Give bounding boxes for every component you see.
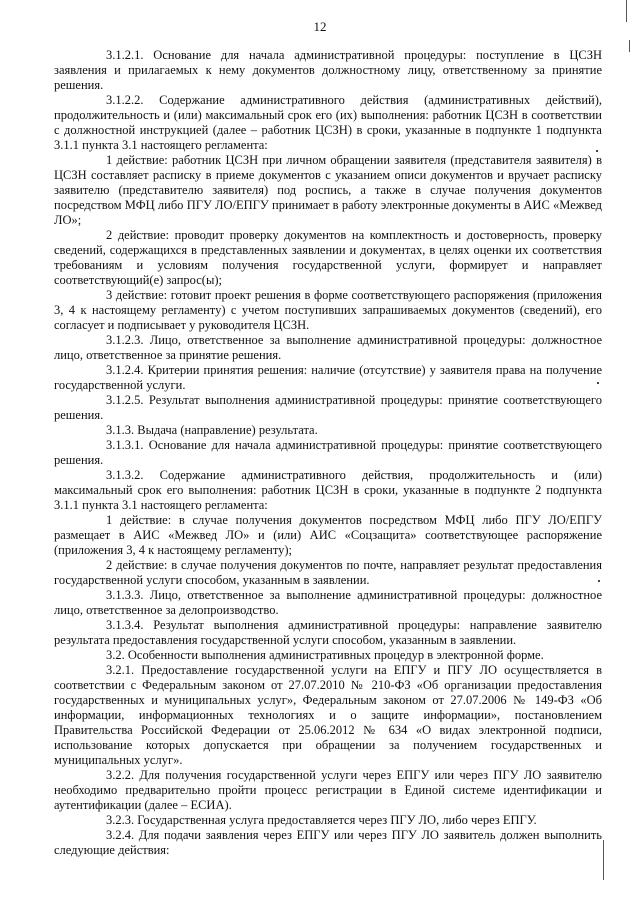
page-number: 12 <box>313 19 327 34</box>
scan-artifact <box>629 40 630 52</box>
scan-artifact <box>626 0 627 22</box>
paragraph: 3.2.2. Для получения государственной услуги через ЕПГУ или через ПГУ ЛО заявителю необходимо предварительно пройти процесс регистрации в Единой системе идентификации и аутентификации (далее – ЕСИА). <box>54 768 602 812</box>
paragraph: 3.1.2.2. Содержание административного действия (административных действий), продолжительность и (или) максимальный срок его (их) выполнения: работник ЦСЗН в соответствии с должностной инструкцией (далее – работник ЦСЗН) в сроки, указанные в подпункте 1 подпункта 3.1.1 пункта 3.1 настоящего регламента: <box>54 93 602 152</box>
paragraph: 3.1.3.2. Содержание административного действия, продолжительность и (или) максимальный срок его выполнения: работник ЦСЗН в сроки, указанные в подпункте 2 подпункта 3.1.1 пункта 3.1 настоящего регламента: <box>54 468 602 512</box>
paragraph: 3.1.2.3. Лицо, ответственное за выполнение административной процедуры: должностное лицо, ответственное за принятие решения. <box>54 333 602 362</box>
paragraph: 3.2. Особенности выполнения административных процедур в электронной форме. <box>106 648 544 662</box>
scan-artifact <box>598 580 600 582</box>
scan-artifact <box>596 150 598 152</box>
paragraph: 3 действие: готовит проект решения в форме соответствующего распоряжения (приложения 3, 4 к настоящему регламенту) с учетом поступивших запрашиваемых документов (сведений), его согласует и подписывает у руководителя ЦСЗН. <box>54 288 602 332</box>
paragraph: 3.1.2.4. Критерии принятия решения: наличие (отсутствие) у заявителя права на получение государственной услуги. <box>54 363 602 392</box>
paragraph: 3.2.3. Государственная услуга предоставляется через ПГУ ЛО, либо через ЕПГУ. <box>106 813 537 827</box>
paragraph: 1 действие: работник ЦСЗН при личном обращении заявителя (представителя заявителя) в ЦСЗН составляет расписку в приеме документов с указанием описи документов и вручает расписку заявителю (представителю заявителя) под роспись, а также в случае получения документов посредством МФЦ либо ПГУ ЛО/ЕПГУ принимает в работу электронные документы в АИС «Межвед ЛО»; <box>54 153 602 227</box>
paragraph: 3.1.3.3. Лицо, ответственное за выполнение административной процедуры: должностное лицо, ответственное за делопроизводство. <box>54 588 602 617</box>
paragraph: 3.1.2.1. Основание для начала административной процедуры: поступление в ЦСЗН заявления и прилагаемых к нему документов должностному лицу, ответственному за принятие решения. <box>54 48 602 92</box>
paragraph: 3.1.2.5. Результат выполнения административной процедуры: принятие соответствующего решения. <box>54 393 602 422</box>
paragraph: 3.1.3. Выдача (направление) результата. <box>106 423 318 437</box>
paragraph: 3.1.3.4. Результат выполнения административной процедуры: направление заявителю результата предоставления государственной услуги способом, указанным в заявлении. <box>54 618 602 647</box>
paragraph: 1 действие: в случае получения документов посредством МФЦ либо ПГУ ЛО/ЕПГУ размещает в АИС «Межвед ЛО» и (или) АИС «Соцзащита» соответствующее распоряжение (приложения 3, 4 к настоящему регламенту); <box>54 513 602 557</box>
paragraph: 3.2.1. Предоставление государственной услуги на ЕПГУ и ПГУ ЛО осуществляется в соответствии с Федеральным законом от 27.07.2010 № 210-ФЗ «Об организации предоставления государственных и муниципальных услуг», Федеральным законом от 27.07.2006 № 149-ФЗ «Об информации, информационных технологиях и о защите информации», постановлением Правительства Российской Федерации от 25.06.2012 № 634 «О видах электронной подписи, использование которых допускается при обращении за получением государственных и муниципальных услуг». <box>54 663 602 767</box>
paragraph: 3.2.4. Для подачи заявления через ЕПГУ или через ПГУ ЛО заявитель должен выполнить следующие действия: <box>54 828 602 857</box>
scan-artifact <box>597 382 599 384</box>
scan-artifact <box>603 840 604 880</box>
paragraph: 3.1.3.1. Основание для начала административной процедуры: принятие соответствующего решения. <box>54 438 602 467</box>
paragraph: 2 действие: проводит проверку документов на комплектность и достоверность, проверку сведений, содержащихся в представленных заявлении и документах, в целях оценки их соответствия требованиям и условиям получения государственной услуги, формирует и направляет соответствующий(е) запрос(ы); <box>54 228 602 287</box>
document-body <box>54 48 602 858</box>
paragraph: 2 действие: в случае получения документов по почте, направляет результат предоставления государственной услуги способом, указанным в заявлении. <box>54 558 602 587</box>
